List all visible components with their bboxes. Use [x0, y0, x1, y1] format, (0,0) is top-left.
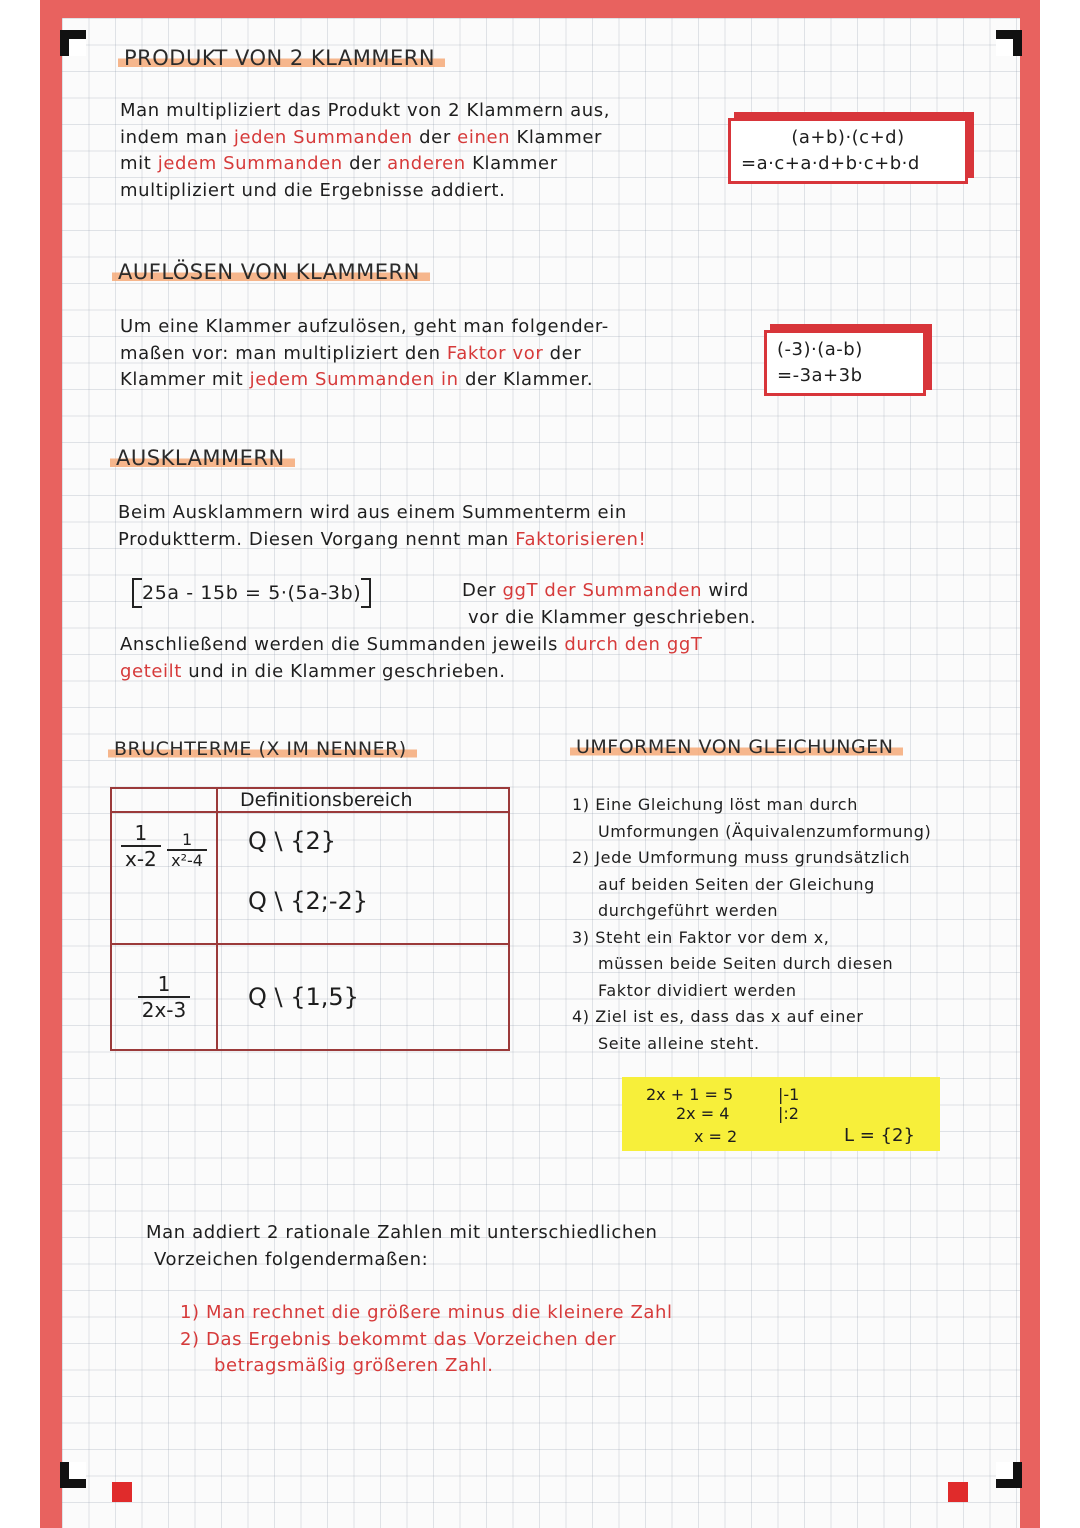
- fraction-3: [138, 972, 191, 1022]
- highlight-span: jeden Summanden: [233, 126, 413, 148]
- numerator: 1: [138, 972, 191, 998]
- rational-rules: [180, 1300, 820, 1380]
- red-square-left: [112, 1482, 132, 1502]
- ausklammern-example: 25a - 15b = 5·(5a-3b): [132, 578, 371, 608]
- highlight-span: einen: [457, 126, 511, 148]
- aufloesen-line-3: [120, 367, 730, 394]
- formula-box-aufloesen: [764, 330, 926, 396]
- ausklammern-text: [118, 500, 818, 553]
- rule-3: betragsmäßig größeren Zahl.: [214, 1355, 494, 1376]
- heading-produkt: PRODUKT VON 2 KLAMMERN: [118, 46, 445, 70]
- domain-2: Q \ {2;-2}: [248, 887, 369, 915]
- highlight-span: anderen: [387, 153, 466, 174]
- table-row: [111, 812, 509, 944]
- fraction-2: [167, 830, 207, 870]
- highlight-span: Faktorisieren!: [515, 528, 647, 550]
- table-cell-empty: [111, 788, 217, 812]
- table-header-row: [111, 788, 509, 812]
- highlight-span: Summanden: [223, 153, 343, 174]
- highlight-span: jedem: [157, 153, 217, 174]
- solution-set: L = {2}: [844, 1125, 915, 1146]
- list-item: Seite alleine steht.: [598, 1033, 760, 1053]
- denominator: x-2: [125, 847, 157, 871]
- table-cell-domains: [217, 812, 509, 944]
- text-span: mit: [120, 153, 158, 174]
- formula-box-produkt: [728, 118, 968, 184]
- text-span: Anschließend werden die Summanden jeweils: [120, 634, 565, 655]
- equation-line-1: 2x + 1 = 5: [646, 1085, 734, 1104]
- text-span: der Klammer.: [458, 369, 594, 390]
- produkt-text: [120, 98, 720, 204]
- highlight-span: ggT der Summanden: [502, 580, 703, 601]
- rational-line-1: Man addiert 2 rationale Zahlen mit unterschiedlichen: [146, 1222, 658, 1243]
- text-span: indem man: [120, 126, 234, 148]
- highlight-span: geteilt: [120, 660, 182, 682]
- list-item: durchgeführt werden: [598, 901, 779, 920]
- list-item: 4) Ziel ist es, dass das x auf einer: [572, 1007, 864, 1026]
- aufloesen-line-2: [120, 341, 730, 368]
- text-span: der: [412, 126, 458, 148]
- table-header-definitionsbereich: Definitionsbereich: [217, 788, 509, 812]
- denominator: 2x-3: [141, 998, 187, 1022]
- list-item: müssen beide Seiten durch diesen: [598, 954, 894, 973]
- highlight-span: Faktor vor: [446, 342, 544, 364]
- numerator: 1: [167, 830, 207, 851]
- heading-ausklammern: AUSKLAMMERN: [110, 446, 295, 470]
- produkt-line-2: [120, 125, 720, 152]
- ausklammern-line-1: Beim Ausklammern wird aus einem Summenterm ein: [118, 502, 627, 523]
- table-row: [111, 944, 509, 1050]
- note-line-1: [462, 578, 842, 605]
- highlight-span: durch den ggT: [564, 634, 703, 655]
- equation-example-box: [622, 1077, 940, 1151]
- text-span: Klammer: [510, 126, 603, 148]
- definition-table: [110, 787, 510, 1051]
- produkt-line-3: [120, 151, 720, 178]
- equation-line-3: x = 2: [694, 1127, 738, 1146]
- umformen-list: [572, 792, 992, 1057]
- text-span: maßen vor: man multipliziert den: [120, 342, 447, 364]
- table-cell-terms: [111, 944, 217, 1050]
- heading-aufloesen: AUFLÖSEN VON KLAMMERN: [112, 260, 430, 284]
- list-item: auf beiden Seiten der Gleichung: [598, 874, 875, 894]
- corner-marker-bottom-left: [60, 1462, 86, 1488]
- list-item: 1) Eine Gleichung löst man durch: [572, 795, 858, 814]
- operation-1: |-1: [778, 1085, 800, 1104]
- text-span: der: [543, 342, 582, 364]
- rational-text: [146, 1220, 826, 1273]
- note-line-2: vor die Klammer geschrieben.: [468, 606, 757, 628]
- produkt-line-1: Man multipliziert das Produkt von 2 Klammern aus,: [120, 100, 611, 121]
- aufloesen-line-1: Um eine Klammer aufzulösen, geht man folgender-: [120, 316, 609, 337]
- fraction-1: [121, 821, 161, 871]
- produkt-line-4: multipliziert und die Ergebnisse addiert.: [120, 179, 506, 201]
- formula-line-1: (a+b)·(c+d): [791, 127, 905, 148]
- ausklammern-line-2: [118, 527, 818, 554]
- ausklammern-note: [462, 578, 842, 631]
- rational-line-2: Vorzeichen folgendermaßen:: [154, 1248, 429, 1270]
- heading-bruchterme: BRUCHTERME (X IM NENNER): [108, 738, 417, 760]
- ausklammern-line-4: [120, 659, 850, 686]
- text-span: Der: [462, 580, 503, 601]
- aufloesen-text: [120, 314, 730, 394]
- text-span: wird: [702, 580, 750, 601]
- text-span: der: [342, 153, 388, 174]
- formula-line-2: =a·c+a·d+b·c+b·d: [741, 153, 920, 174]
- denominator: x²-4: [171, 851, 203, 870]
- formula-line-2: =-3a+3b: [777, 365, 863, 386]
- ausklammern-line-3: [120, 632, 850, 659]
- text-span: Produktterm. Diesen Vorgang nennt man: [118, 528, 516, 550]
- list-item: Faktor dividiert werden: [598, 980, 797, 1000]
- corner-marker-top-right: [996, 30, 1022, 56]
- text-span: Klammer mit: [120, 369, 250, 390]
- red-square-right: [948, 1482, 968, 1502]
- heading-umformen: UMFORMEN VON GLEICHUNGEN: [570, 736, 903, 758]
- equation-line-2: 2x = 4: [676, 1104, 730, 1123]
- corner-marker-bottom-right: [996, 1462, 1022, 1488]
- table-cell-terms: [111, 812, 217, 944]
- rule-2: 2) Das Ergebnis bekommt das Vorzeichen der: [180, 1328, 617, 1350]
- domain-3: Q \ {1,5}: [217, 944, 509, 1050]
- numerator: 1: [121, 821, 161, 847]
- domain-1: Q \ {2}: [248, 827, 337, 855]
- highlight-span: jedem Summanden in: [249, 369, 459, 390]
- rule-1: 1) Man rechnet die größere minus die kleinere Zahl: [180, 1302, 673, 1323]
- text-span: Klammer: [465, 153, 558, 174]
- list-item: Umformungen (Äquivalenzumformung): [598, 821, 932, 841]
- formula-line-1: (-3)·(a-b): [777, 339, 863, 360]
- list-item: 2) Jede Umformung muss grundsätzlich: [572, 848, 911, 867]
- ausklammern-text-2: [120, 632, 850, 685]
- operation-2: |:2: [778, 1104, 799, 1123]
- list-item: 3) Steht ein Faktor vor dem x,: [572, 927, 830, 947]
- text-span: und in die Klammer geschrieben.: [181, 660, 506, 682]
- corner-marker-top-left: [60, 30, 86, 56]
